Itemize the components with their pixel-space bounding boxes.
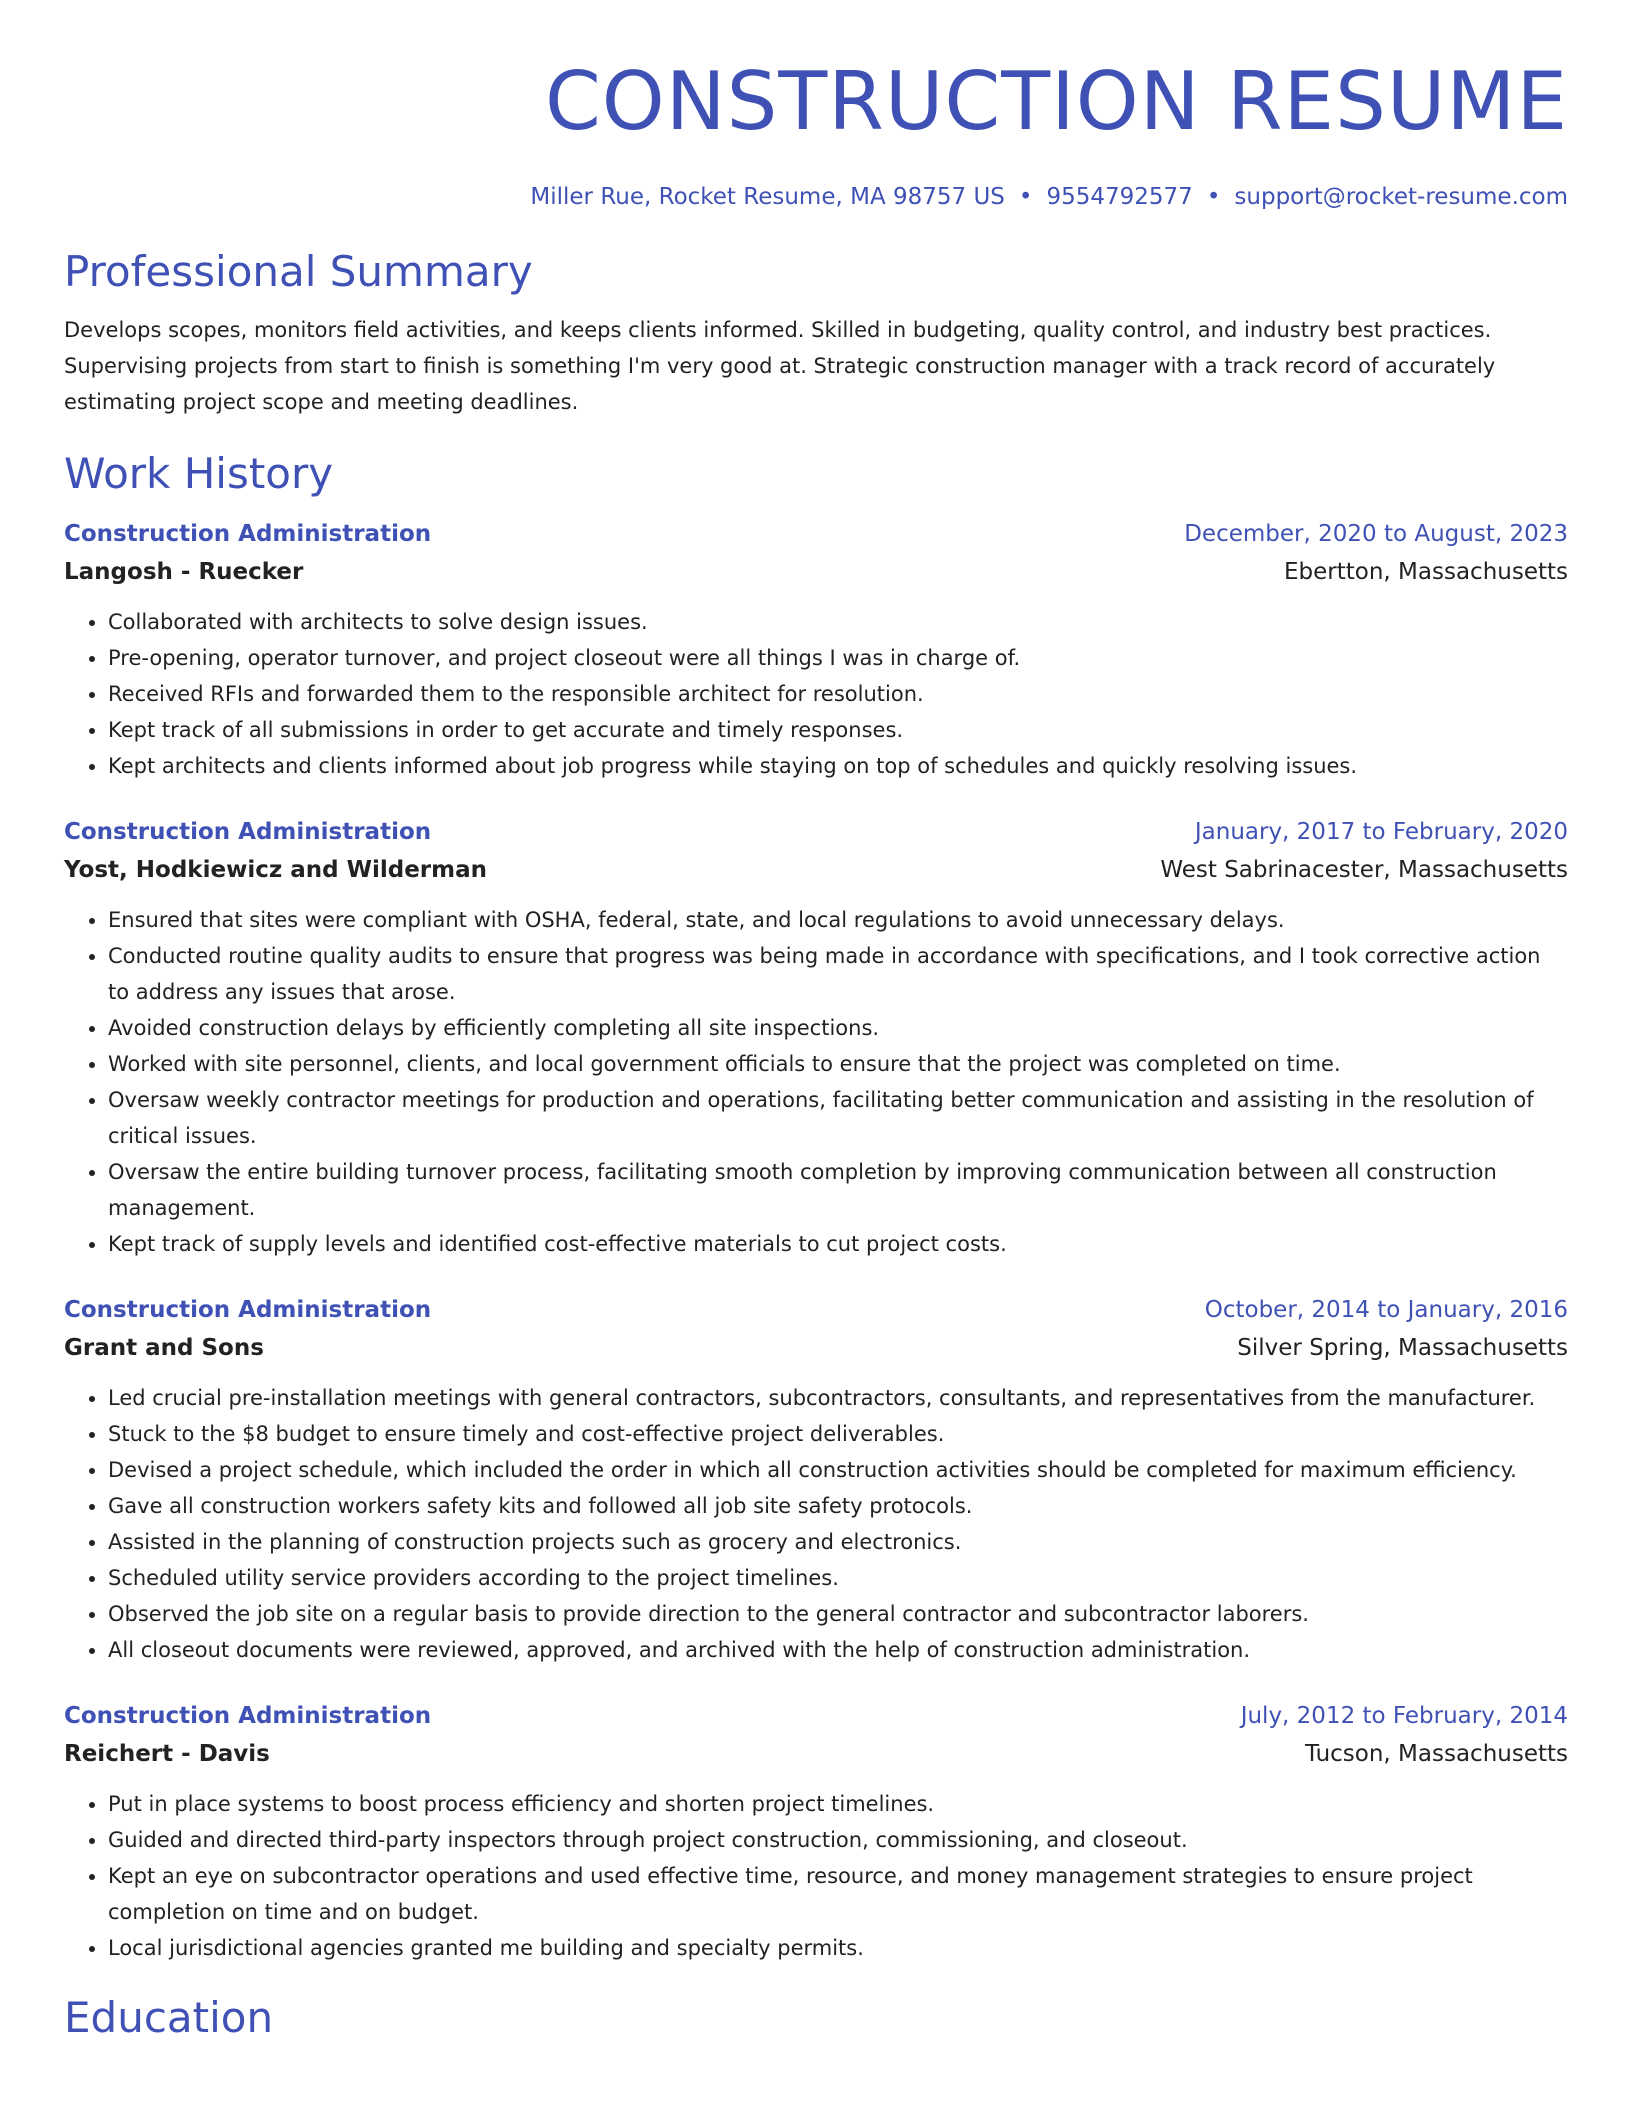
job-title: Construction Administration [64,1297,432,1323]
job-company: Yost, Hodkiewicz and Wilderman [64,857,487,883]
job-bullet: • Local jurisdictional agencies granted me building and specialty permits. [108,1930,1568,1966]
contact-line [64,182,1568,212]
job-location: Silver Spring, Massachusetts [1237,1335,1568,1361]
job-title: Construction Administration [64,521,432,547]
job-title-row [64,516,1568,552]
job-bullet: • Stuck to the $8 budget to ensure timely and cost-effective project deliverables. [108,1416,1568,1452]
job-location: Tucson, Massachusetts [1305,1741,1568,1767]
job-company: Langosh - Ruecker [64,559,304,585]
contact-address: Miller Rue, Rocket Resume, MA 98757 US [530,184,1005,210]
job-bullet: • Led crucial pre-installation meetings with general contractors, subcontractors, consultants, and representatives from the manufacturer. [108,1380,1568,1416]
job-entry [64,1698,1568,1966]
job-dates: January, 2017 to February, 2020 [1194,819,1568,845]
job-bullet: • Collaborated with architects to solve design issues. [108,604,1568,640]
job-dates: July, 2012 to February, 2014 [1240,1703,1568,1729]
job-company: Grant and Sons [64,1335,264,1361]
job-title: Construction Administration [64,819,432,845]
job-bullet: • Observed the job site on a regular basis to provide direction to the general contractor and subcontractor laborers. [108,1596,1568,1632]
job-company-row [64,552,1568,592]
job-bullet-list [64,604,1568,784]
job-dates: October, 2014 to January, 2016 [1204,1297,1568,1323]
job-bullet: • Assisted in the planning of construction projects such as grocery and electronics. [108,1524,1568,1560]
job-bullet: • Conducted routine quality audits to ensure that progress was being made in accordance with specifications, and I took corrective action to address any issues that arose. [108,938,1568,1010]
resume-header [64,52,1568,212]
job-company-row [64,1328,1568,1368]
job-bullet: • Ensured that sites were compliant with OSHA, federal, state, and local regulations to avoid unnecessary delays. [108,902,1568,938]
job-title-row [64,814,1568,850]
job-bullet-list [64,1786,1568,1966]
job-company: Reichert - Davis [64,1741,270,1767]
section-heading-summary: Professional Summary [64,247,533,296]
job-bullet: • Received RFIs and forwarded them to the responsible architect for resolution. [108,676,1568,712]
job-company-row [64,850,1568,890]
job-entry [64,814,1568,1262]
job-title-row [64,1292,1568,1328]
section-heading-work-history: Work History [64,449,334,498]
job-bullet: • Devised a project schedule, which included the order in which all construction activities should be completed for maximum efficiency. [108,1452,1568,1488]
job-bullet-list [64,902,1568,1262]
contact-separator: • [1018,184,1033,210]
section-heading-education: Education [64,1993,274,2042]
job-bullet: • Put in place systems to boost process efficiency and shorten project timelines. [108,1786,1568,1822]
job-bullet: • All closeout documents were reviewed, approved, and archived with the help of construction administration. [108,1632,1568,1668]
job-bullet: • Kept an eye on subcontractor operations and used effective time, resource, and money management strategies to ensure project completion on time and on budget. [108,1858,1568,1930]
job-bullet: • Guided and directed third-party inspectors through project construction, commissioning, and closeout. [108,1822,1568,1858]
job-bullet: • Worked with site personnel, clients, and local government officials to ensure that the project was completed on time. [108,1046,1568,1082]
contact-phone: 9554792577 [1046,184,1193,210]
summary-text: Develops scopes, monitors field activities, and keeps clients informed. Skilled in budgeting, quality control, and industry best practices. Supervising projects from start to finish is something I'm very good at. Strategic construction manager with a track record of accurately estimating project scope and meeting deadlines. [64,318,1496,414]
job-bullet: • Scheduled utility service providers according to the project timelines. [108,1560,1568,1596]
job-bullet: • Kept track of supply levels and identified cost-effective materials to cut project costs. [108,1226,1568,1262]
job-bullet: • Gave all construction workers safety kits and followed all job site safety protocols. [108,1488,1568,1524]
job-entry [64,1292,1568,1668]
job-dates: December, 2020 to August, 2023 [1184,521,1568,547]
job-company-row [64,1734,1568,1774]
job-bullet: • Avoided construction delays by efficiently completing all site inspections. [108,1010,1568,1046]
resume-title: CONSTRUCTION RESUME [544,55,1568,148]
job-bullet-list [64,1380,1568,1668]
job-title-row [64,1698,1568,1734]
contact-email: support@rocket-resume.com [1234,184,1568,210]
job-bullet: • Pre-opening, operator turnover, and project closeout were all things I was in charge of. [108,640,1568,676]
contact-separator: • [1206,184,1221,210]
job-bullet: • Kept architects and clients informed about job progress while staying on top of schedules and quickly resolving issues. [108,748,1568,784]
job-location: West Sabrinacester, Massachusetts [1160,857,1568,883]
job-entry [64,516,1568,784]
job-location: Ebertton, Massachusetts [1284,559,1568,585]
job-bullet: • Kept track of all submissions in order to get accurate and timely responses. [108,712,1568,748]
job-title: Construction Administration [64,1703,432,1729]
job-bullet: • Oversaw the entire building turnover process, facilitating smooth completion by improving communication between all construction management. [108,1154,1568,1226]
job-bullet: • Oversaw weekly contractor meetings for production and operations, facilitating better communication and assisting in the resolution of critical issues. [108,1082,1568,1154]
